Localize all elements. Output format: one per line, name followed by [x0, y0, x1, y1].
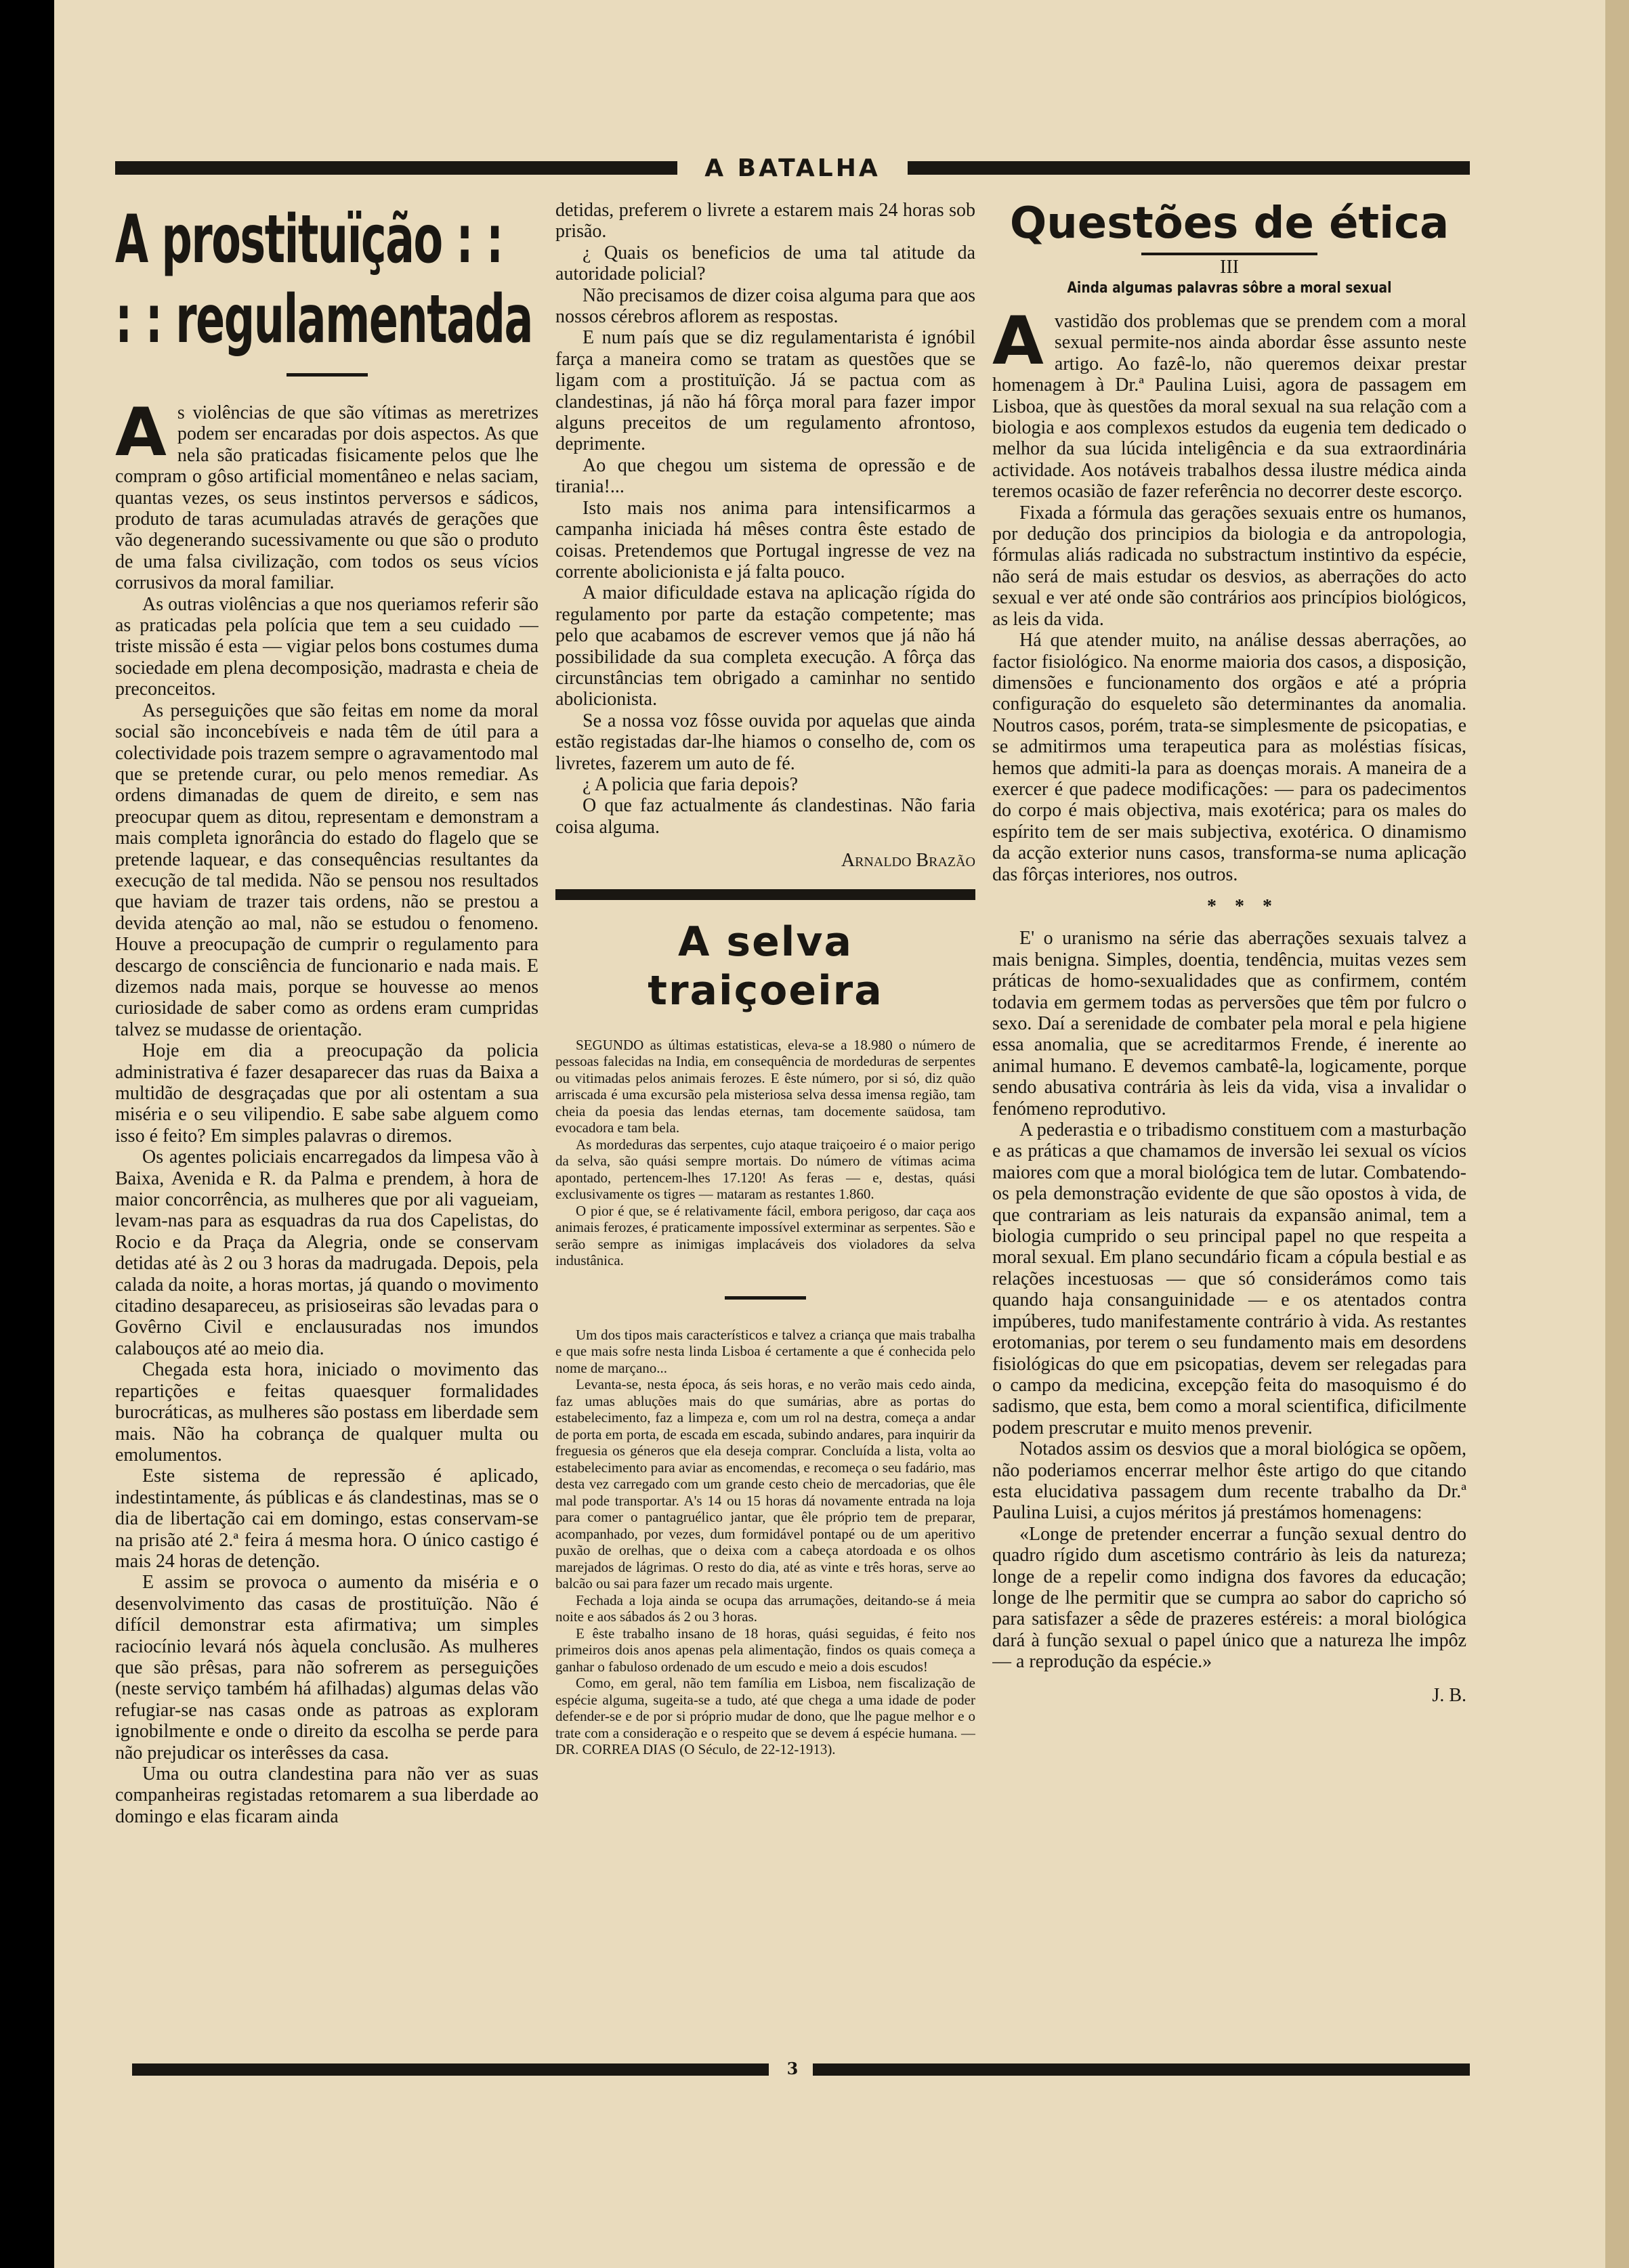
dropcap: A: [992, 303, 1044, 380]
article3-paragraph: Notados assim os desvios que a moral biológica se opõem, não poderiamos encerrar melhor êste artigo do que citando esta elucidativa passagem dum recente trabalho da Dr.ª Paulina Luisi, a cujos méritos já prestámos homenagens:: [992, 1438, 1466, 1524]
article3-signature: J. B.: [1432, 1684, 1466, 1706]
title-separator: [1141, 253, 1317, 255]
excerpt-paragraph: Um dos tipos mais característicos e talvez a criança que mais trabalha e que mais sofre nesta linda Lisboa é certamente a que é conhecida pelo nome de marçano...: [555, 1326, 975, 1376]
article1-continued: Se a nossa voz fôsse ouvida por aquelas que ainda estão registadas dar-lhe hiamos o conselho de, com os livretes, fazerem um auto de fé.: [555, 710, 975, 774]
column-3: [992, 200, 1466, 2052]
article1-paragraph: Este sistema de repressão é aplicado, indestintamente, ás públicas e ás clandestinas, mas se o dia de libertação cai em domingo, estas conservam-se na prisão até 2.ª feira á mesma hora. O único castigo é mais 24 horas de detenção.: [115, 1465, 538, 1572]
article3-paragraph: «Longe de pretender encerrar a função sexual dentro do quadro rígido dum ascetismo contrário às leis da natureza; longe de a repelir como indigna dos favores da educação; longe de lhe permitir que se cumpra ao sabor do capricho só para satisfazer a sêde de prazeres estéreis: a moral biológica dará à função sexual o papel único que a natureza lhe impôz — a reprodução da espécie.»: [992, 1523, 1466, 1673]
page-edge: [1605, 0, 1629, 2268]
article3-title: Questões de ética: [1009, 200, 1450, 249]
article1-paragraph: As outras violências a que nos queriamos referir são as praticadas pela polícia que tem a seu cuidado — triste missão é esta — vigiar pelos bons costumes duma sociedade em plena decomposição, madrasta e cheia de preconceitos.: [115, 593, 538, 700]
article3-subtitle: Ainda algumas palavras sôbre a moral sexual: [1067, 280, 1392, 297]
article1-title-line1: A prostituïção : :: [115, 201, 503, 278]
excerpt-paragraph: E êste trabalho insano de 18 horas, quási seguidas, é feito nos primeiros dois anos apenas pela alimentação, findos os quais começa a ganhar o fabuloso ordenado de um escudo e meio a dois escudos!: [555, 1625, 975, 1675]
article1-continued: A maior dificuldade estava na aplicação rígida do regulamento por parte da estação competente; mas pelo que acabamos de escrever vemos que já não há possibilidade da sua completa execução. A fôrça das circunstâncias tem obrigado a caminhar no sentido abolicionista.: [555, 582, 975, 710]
article1-continued: Ao que chegou um sistema de opressão e de tirania!...: [555, 454, 975, 498]
footer-bar: [132, 2059, 1470, 2079]
column-2: [555, 200, 975, 2052]
article1-continued: Isto mais nos anima para intensificarmos a campanha iniciada há mêses contra êste estado de coisas. Pretendemos que Portugal ingresse de vez na corrente abolicionista e já falta pouco.: [555, 497, 975, 582]
article-divider: [555, 889, 975, 900]
title-separator: [287, 373, 368, 377]
article3-paragraph: Avastidão dos problemas que se prendem com a moral sexual permite-nos ainda abordar êsse assunto neste artigo. Ao fazê-lo, não queremos deixar prestar homenagem à Dr.ª Paulina Luisi, agora de passagem em Lisboa, que às questões da moral sexual na sua relação com a biologia e aos complexos estudos da eugenia tem dedicado o melhor da sua lúcida inteligência e da sua extraordinária actividade. Aos notáveis trabalhos dessa ilustre médica ainda teremos ocasião de fazer referência no decorrer deste escorço.: [992, 303, 1466, 502]
article1-paragraph: E assim se provoca o aumento da miséria e o desenvolvimento das casas de prostituïção. Não é difícil demonstrar esta afirmativa; um simples raciocínio levará nós àquela conclusão. As mulheres que são prêsas, para não sofrerem as perseguições (neste serviço também há afilhadas) algumas delas vão refugiar-se nas casas onde as patroas as exploram ignobilmente e onde o direito da escolha se perde para não prejudicar os interêsses da casa.: [115, 1572, 538, 1763]
article1-continued: Não precisamos de dizer coisa alguma para que aos nossos cérebros aflorem as respostas.: [555, 284, 975, 328]
article1-signature: Arnaldo Brazão: [841, 850, 975, 872]
masthead-bar: [115, 154, 1470, 182]
excerpt-body: [555, 1327, 975, 1758]
article1-paragraph: Hoje em dia a preocupação da policia administrativa é fazer desaparecer das ruas da Baixa a multidão de desgraçadas que por ali ostentam a sua miséria e o seu vilipendio. E sabe sabe alguem como isso é feito? Em simples palavras o diremos.: [115, 1040, 538, 1147]
footer-rule-right: [813, 2063, 1470, 2076]
article2-paragraph: As mordeduras das serpentes, cujo ataque traiçoeiro é o maior perigo da selva, são quási sempre mortais. Do número de vítimas acima apontado, pertencem-lhes 17.120! As feras — e, destas, quási exclusivamente os tigres — mataram as restantes 1.860.: [555, 1136, 975, 1203]
article3-number: III: [1220, 257, 1239, 278]
article1-paragraph: As violências de que são vítimas as meretrizes podem ser encaradas por dois aspectos. As que nela são praticadas fisicamente pelos que lhe compram o gôso artificial momentâneo e nelas saciam, quantas vezes, os seus instintos perversos e sádicos, produto de taras acumuladas através de gerações que vão degenerando sucessivamente ou que são o produto de uma falsa civilização, com todos os seus vícios corrusivos da moral familiar.: [115, 394, 538, 594]
column-1: [115, 200, 538, 2052]
article1-paragraph: Chegada esta hora, iniciado o movimento das repartições e feitas quaesquer formalidades burocráticas, as mulheres são postass em liberdade sem mais. Não ha cobrança de qualquer multa ou emolumentos.: [115, 1359, 538, 1465]
article1-continued: ¿ Quais os beneficios de uma tal atitude da autoridade policial?: [555, 242, 975, 285]
article1-continued: O que faz actualmente ás clandestinas. Não faria coisa alguma.: [555, 795, 975, 838]
article1-continued: ¿ A policia que faria depois?: [583, 773, 798, 795]
article2-paragraph: SEGUNDO as últimas estatisticas, eleva-se a 18.980 o número de pessoas falecidas na India, em consequência de mordeduras de serpentes ou vitimadas pelos animais ferozes. E êste número, por si só, diz quão arriscada é uma excursão pela misteriosa selva dessa imensa região, tam cheia da poesia das lendas eternas, tam docemente saüdosa, tam evocadora e tam bela.: [555, 1036, 975, 1136]
masthead-title: A BATALHA: [704, 154, 881, 182]
section-stars: * * *: [1207, 895, 1279, 917]
article2-body: [555, 1037, 975, 1269]
masthead-rule-right: [908, 161, 1470, 175]
article1-title-line2: : : regulamentada: [115, 281, 532, 358]
article1-paragraph: Os agentes policiais encarregados da limpesa vão à Baixa, Avenida e R. da Palma e prendem, à hora de maior concorrência, as mulheres que por ali vagueiam, levam-nas para as esquadras da rua dos Capelistas, do Rocio e da Praça da Alegria, onde se conservam detidas até às 2 ou 3 horas da madrugada. Depois, pela calada da noite, a horas mortas, já quando o movimento citadino desapareceu, as prisioseiras são levadas para o Govêrno Civil e enclausuradas nos imundos calabouços até ao meio dia.: [115, 1147, 538, 1359]
excerpt-paragraph: Como, em geral, não tem família em Lisboa, nem fiscalização de espécie alguma, sugeita-se a tudo, até que chega a uma idade de poder defender-se e de por si próprio mudar de dono, que lhe pague melhor e o trate com a consideração e o respeito que se devem á espécie humana. — DR. CORREA DIAS (O Século, de 22-12-1913).: [555, 1675, 975, 1758]
newspaper-page: [54, 0, 1629, 2268]
article1-continued: detidas, preferem o livrete a estarem mais 24 horas sob prisão.: [555, 200, 975, 242]
article3-paragraph: Há que atender muito, na análise dessas aberrações, ao factor fisiológico. Na enorme maioria dos casos, a disposição, dimensões e funcionamento dos orgãos e até a própria configuração do esqueleto são determinantes da anomalia. Noutros casos, porém, trata-se simplesmente de psicopatias, e se admitirmos uma terapeutica para as moléstias físicas, hemos que admiti-la para as doenças morais. A maneira de a exercer é que padece modificações: — para os padecimentos do corpo é mais objectiva, mais exotérica; para os males do espírito tem de ser mais subjectiva, exotérica. O dinamismo da acção exterior nuns casos, transforma-se numa aplicação das fôrças interiores, nos outros.: [992, 630, 1466, 885]
article1-paragraph: Uma ou outra clandestina para não ver as suas companheiras registadas retomarem a sua liberdade ao domingo e elas ficaram ainda: [115, 1763, 538, 1827]
excerpt-paragraph: Fechada a loja ainda se ocupa das arrumações, deitando-se á meia noite e aos sábados ás 2 ou 3 horas.: [555, 1591, 975, 1625]
article1-paragraph: As perseguições que são feitas em nome da moral social são inconcebíveis e nada têm de útil para a colectividade pois trazem sempre o agravamentodo mal que se pretende curar, ou pelo menos remediar. As ordens dimanadas de quem de direito, e sem nas preocupar quem as ditou, representam e demonstram a mais completa ignorância do estado do flagelo que se pretende laquear, e das consequências resultantes da execução de tal medida. Não se pensou nos resultados que haviam de trazer tais ordens, não se prestou a devida atenção ao mal, não se estudou o fenomeno. Houve a preocupação de cumprir o regulamento para descargo de consciência de funcionario e nada mais. E dizemos nada mais, porque se houvesse ao menos curiosidade de saber como as ordens eram cumpridas talvez se mudasse de orientação.: [115, 700, 538, 1040]
article3-paragraph: Fixada a fórmula das gerações sexuais entre os humanos, por dedução dos principios da biologia e da antropologia, fórmulas aliás radicada no substractum instintivo da espécie, não será de mais estudar os desvios, as aberrações do acto sexual e ver até onde são contrários aos princípios biológicos, as leis da vida.: [992, 502, 1466, 630]
dropcap: A: [115, 394, 167, 471]
page-number: 3: [786, 2059, 799, 2078]
article2-title: A selva traiçoeira: [648, 918, 883, 1014]
article3-paragraph: E' o uranismo na série das aberrações sexuais talvez a mais benigna. Simples, doentia, tendência, muitas vezes sem práticas de homo-sexualidades que as confirmem, contém todavia em germem todas as perversões que têm por fulcro o sexo. Daí a serenidade de combater pela moral e pela higiene essa anomalia, que se acreditarmos Frende, é inerente ao animal humano. E devemos cambatê-la, logicamente, porque sendo abusativa contrária às leis da vida, visa a invalidar o fenómeno reprodutivo.: [992, 928, 1466, 1119]
article1-continued: E num país que se diz regulamentarista é ignóbil farça a maneira como se tratam as questões que se ligam com a prostituïção. Já se pactua com as clandestinas, já não há fôrça moral para fazer impor alguns preceitos de um regulamento afrontoso, deprimente.: [555, 327, 975, 455]
short-divider: [725, 1296, 806, 1300]
excerpt-paragraph: Levanta-se, nesta época, ás seis horas, e no verão mais cedo ainda, faz umas abluções mais do que sumárias, abre as portas do estabelecimento, faz a limpeza e, com um rol na destra, começa a andar de porta em porta, de escada em escada, subindo andares, para inquirir da freguesia os géneros que ela deseja comprar. Concluída a lista, volta ao estabelecimento para aviar as encomendas, e recomeça o seu fadário, mas desta vez carregado com um grande cesto cheio de mercadorias, que êle mal pode transportar. A's 14 ou 15 horas dá novamente entrada na loja para comer o pantagruélico jantar, que êle próprio tem de preparar, acompanhado, por vezes, dum formidável pontapé ou de um aperitivo puxão de orelhas, que o deixa com a cabeça atordoada e os olhos marejados de lágrimas. O resto do dia, até as vinte e três horas, serve ao balcão ou sai para fazer um recado mais urgente.: [555, 1376, 975, 1592]
article3-paragraph: A pederastia e o tribadismo constituem com a masturbação e as práticas a que chamamos de inversão lei sexual os vícios maiores com que a moral biológica tem de lutar. Combatendo-os pela demonstração evidente de que são opostos à vida, de que contrariam as leis naturais da expansão animal, tem a biologia cumprido o seu principal papel no que respeita a moral sexual. Em plano secundário ficam a cópula bestial e as relações incestuosas — que só considerámos como tais quando haja consanguinidade — e os atentados contra impúberes, tudo manifestamente contrário à vida. As restantes erotomanias, por terem o seu fundamento mais em desordens fisiológicas do que em psicopatias, devem ser relegadas para o campo da medicina, excepção feita do masoquismo é do sadismo, que esta, bem como a moral scientifica, dificilmente podem prescrutar e muito menos prevenir.: [992, 1119, 1466, 1438]
footer-rule-left: [132, 2063, 769, 2076]
article2-paragraph: O pior é que, se é relativamente fácil, embora perigoso, dar caça aos animais ferozes, é praticamente impossível exterminar as serpentes. São e serão sempre as inimigas implacáveis dos violadores da selva industânica.: [555, 1202, 975, 1269]
masthead-rule-left: [115, 161, 677, 175]
